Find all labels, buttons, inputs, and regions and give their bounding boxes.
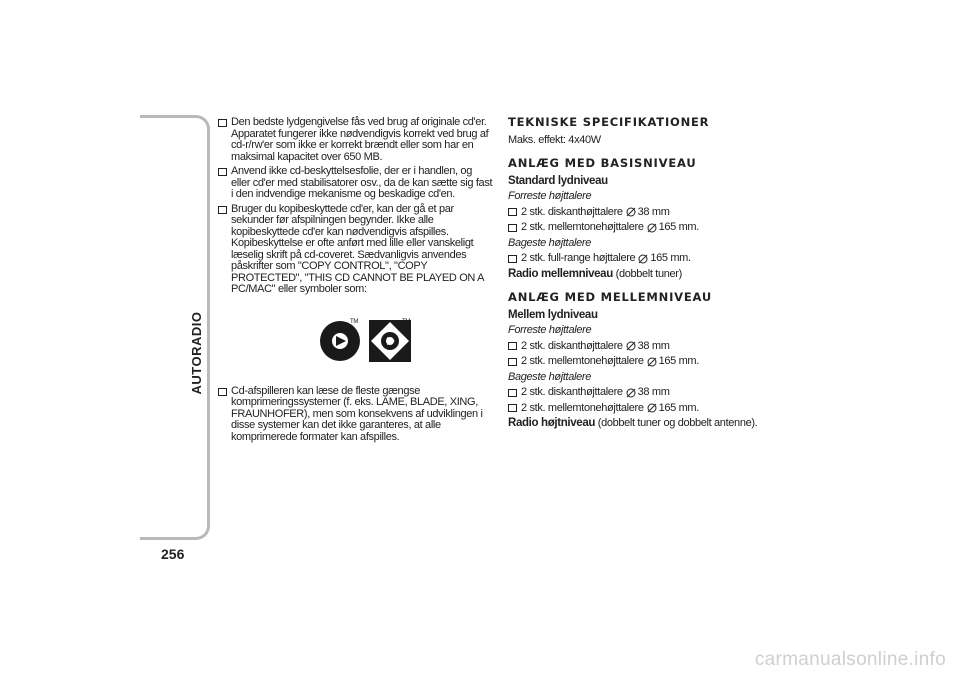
diameter-icon: [638, 254, 648, 264]
checkbox-bullet-icon: [218, 119, 227, 127]
copy-protection-logos: [238, 316, 493, 362]
diameter-icon: [647, 223, 657, 233]
bullet-item: Anvend ikke cd-beskyttelsesfolie, der er i handlen, og eller cd'er med stabilisatorer osv., da de kan sætte sig fast i den indvendige mekanisme og beskadige cd'en.: [218, 166, 493, 201]
diameter-icon: [626, 207, 636, 217]
spec-item: 2 stk. mellemtonehøjttalere 165 mm.: [508, 222, 768, 234]
left-column: [218, 117, 493, 446]
diameter-icon: [626, 388, 636, 398]
checkbox-bullet-icon: [508, 342, 517, 350]
trademark-mark: TM: [401, 318, 410, 325]
checkbox-bullet-icon: [508, 389, 517, 397]
basic-front-label: Forreste højttalere: [508, 190, 592, 202]
basic-radio-line: Radio mellemniveau (dobbelt tuner): [508, 267, 682, 280]
diameter-icon: [647, 357, 657, 367]
section-tab: AUTORADIO: [189, 311, 204, 395]
right-column: [508, 117, 768, 434]
checkbox-bullet-icon: [218, 388, 227, 396]
mid-front-label: Forreste højttalere: [508, 324, 592, 336]
spec-item: 2 stk. diskanthøjttalere 38 mm: [508, 207, 768, 219]
spec-item: 2 stk. diskanthøjttalere 38 mm: [508, 387, 768, 399]
checkbox-bullet-icon: [508, 224, 517, 232]
mid-sound-level: Mellem lydniveau: [508, 308, 598, 321]
trademark-mark: TM: [349, 318, 358, 325]
checkbox-bullet-icon: [218, 168, 227, 176]
basic-sound-level: Standard lydniveau: [508, 174, 608, 187]
mid-system-heading: ANLÆG MED MELLEMNIVEAU: [508, 290, 713, 304]
max-power-text: Maks. effekt: 4x40W: [508, 133, 601, 146]
copy-protection-logo-diamond-icon: [368, 316, 414, 362]
basic-rear-label: Bageste højttalere: [508, 236, 591, 249]
bullet-item: Cd-afspilleren kan læse de fleste gængse komprimeringssystemer (f. eks. LAME, BLADE, XING, FRAUNHOFER), men som konsekvens af udviklingen i disse systemer kan det ikke garanteres, at alle komprimerede formater kan afspilles.: [218, 386, 493, 444]
basic-system-heading: ANLÆG MED BASISNIVEAU: [508, 156, 697, 170]
checkbox-bullet-icon: [508, 358, 517, 366]
spec-item: 2 stk. diskanthøjttalere 38 mm: [508, 341, 768, 353]
checkbox-bullet-icon: [218, 206, 227, 214]
mid-rear-label: Bageste højttalere: [508, 370, 591, 383]
copy-protection-logo-black-icon: [318, 316, 364, 362]
bullet-item: Bruger du kopibeskyttede cd'er, kan der gå et par sekunder før afspilningen begynder. Ikke alle kopibeskyttede cd'er kan nødvendigvis afspilles. Kopibeskyttelse er ofte anført med lille eller vanskeligt læselig skrift på cd-coveret. Sædvanligvis anvendes påskrifter som "COPY CONTROL", "COPY PROTECTED", "THIS CD CANNOT BE PLAYED ON A PC/MAC" eller symboler som:: [218, 204, 493, 296]
checkbox-bullet-icon: [508, 404, 517, 412]
checkbox-bullet-icon: [508, 255, 517, 263]
bullet-item: Den bedste lydgengivelse fås ved brug af originale cd'er. Apparatet fungerer ikke nødvendigvis korrekt ved brug af cd-r/rw'er som ikke er korrekt brændt eller som har en maksimal kapacitet over 650 MB.: [218, 117, 493, 163]
diameter-icon: [626, 341, 636, 351]
tech-spec-heading: TEKNISKE SPECIFIKATIONER: [508, 115, 710, 129]
mid-radio-line: Radio højtniveau (dobbelt tuner og dobbelt antenne).: [508, 417, 758, 429]
spec-item: 2 stk. mellemtonehøjttalere 165 mm.: [508, 403, 768, 415]
spec-item: 2 stk. full-range højttalere 165 mm.: [508, 253, 768, 265]
page-number: 256: [161, 546, 185, 562]
spec-item: 2 stk. mellemtonehøjttalere 165 mm.: [508, 356, 768, 368]
watermark-text: carmanualsonline.info: [754, 649, 946, 670]
checkbox-bullet-icon: [508, 208, 517, 216]
diameter-icon: [647, 403, 657, 413]
